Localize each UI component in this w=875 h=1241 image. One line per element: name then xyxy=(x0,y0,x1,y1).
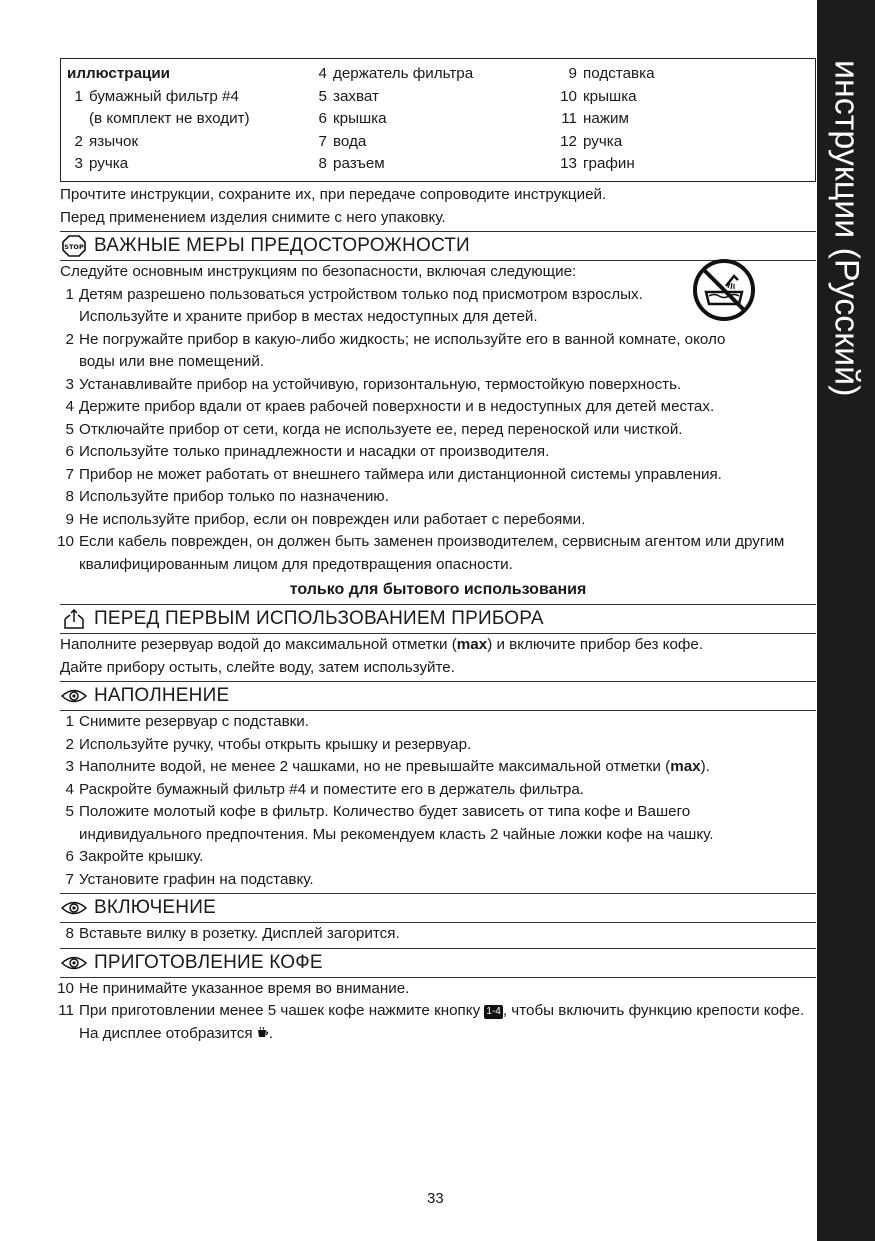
illustration-item: 2 язычок xyxy=(74,132,139,150)
section-title: НАПОЛНЕНИЕ xyxy=(94,685,230,706)
list-item: 3 Наполните водой, не менее 2 чашками, но не превышайте максимальной отметки (max). xyxy=(65,758,710,775)
illustration-item: 8 разъем xyxy=(318,155,385,172)
list-item: 2 Не погружайте прибор в какую-либо жидкость; не используйте его в ванной комнате, около воды или вне помещений. xyxy=(65,330,726,370)
before-first-use-text xyxy=(60,634,816,679)
list-item: 5 Отключайте прибор от сети, когда не используете ее, перед переноской или чисткой. xyxy=(65,420,683,438)
filling-heading xyxy=(60,681,816,711)
illustration-item: 3 ручка xyxy=(74,155,129,172)
brewing-heading xyxy=(60,948,816,978)
before-first-use-line: Дайте прибору остыть, слейте воду, затем используйте. xyxy=(60,658,455,676)
list-item: 6 Закройте крышку. xyxy=(65,848,204,865)
no-bath-warning-icon xyxy=(692,258,756,322)
illustration-item: 12 ручка xyxy=(560,132,623,150)
section-title: ПРИГОТОВЛЕНИЕ КОФЕ xyxy=(94,951,323,973)
strength-display-icon xyxy=(257,1025,269,1042)
before-first-use-heading xyxy=(60,604,816,634)
section-title: ВАЖНЫЕ МЕРЫ ПРЕДОСТОРОЖНОСТИ xyxy=(94,235,470,256)
eye-icon xyxy=(60,685,88,707)
list-item: 1 Детям разрешено пользоваться устройством только под присмотром взрослых. Используйте и храните прибор в местах недоступных для детей. xyxy=(65,285,643,325)
illustrations-col-1 xyxy=(67,63,250,176)
illustration-item: 13 графин xyxy=(560,155,635,172)
switch-on-list xyxy=(56,923,816,946)
list-item: 2 Используйте ручку, чтобы открыть крышку и резервуар. xyxy=(65,735,472,753)
list-item: 10 Не принимайте указанное время во внимание. xyxy=(57,979,410,997)
list-item: 3 Устанавливайте прибор на устойчивую, горизонтальную, термостойкую поверхность. xyxy=(65,375,682,393)
section-title: ВКЛЮЧЕНИЕ xyxy=(94,897,216,918)
illustration-item: 7 вода xyxy=(318,132,367,150)
filling-list xyxy=(56,711,816,891)
safety-lead-text: Следуйте основным инструкциям по безопасности, включая следующие: xyxy=(60,263,577,280)
eye-icon xyxy=(60,897,88,919)
illustration-item: 9 подставка xyxy=(568,65,655,82)
intro xyxy=(60,184,816,229)
illustration-item: 5 захват xyxy=(318,87,379,105)
list-item: 10 Если кабель поврежден, он должен быть заменен производителем, сервисным агентом или другим квалифицированным лицом для предотвращения опасности. xyxy=(57,533,785,573)
switch-on-heading xyxy=(60,893,816,923)
household-use-note: только для бытового использования xyxy=(289,581,587,598)
side-title: инструкции (Русский) xyxy=(827,60,866,397)
svg-text:STOP: STOP xyxy=(64,243,84,251)
illustrations-col-3 xyxy=(557,63,655,176)
intro-line: Перед применением изделия снимите с него упаковку. xyxy=(60,208,446,226)
illustration-item: 11 нажим xyxy=(561,110,629,127)
list-item: 11 При приготовлении менее 5 чашек кофе нажмите кнопку 1-4 , чтобы включить функцию крепости кофе. На дисплее отобразится . xyxy=(58,1002,805,1042)
illustration-item: 6 крышка xyxy=(318,110,387,127)
illustration-item: (в комплект не входит) xyxy=(89,110,250,127)
list-item: 5 Положите молотый кофе в фильтр. Количество будет зависеть от типа кофе и Вашего индивидуального предпочтения. Мы рекомендуем класть 2 чайные ложки кофе на чашку. xyxy=(65,803,714,843)
list-item: 1 Снимите резервуар с подставки. xyxy=(65,713,309,730)
illustrations-col-2 xyxy=(317,63,473,176)
list-item: 7 Установите графин на подставку. xyxy=(65,870,314,888)
list-item: 4 Раскройте бумажный фильтр #4 и поместите его в держатель фильтра. xyxy=(65,780,585,798)
illustrations-box xyxy=(60,58,816,182)
list-item: 8 Вставьте вилку в розетку. Дисплей загорится. xyxy=(65,925,400,942)
section-title: ПЕРЕД ПЕРВЫМ ИСПОЛЬЗОВАНИЕМ ПРИБОРА xyxy=(94,608,544,629)
brewing-list xyxy=(56,978,816,1046)
list-item: 8 Используйте прибор только по назначению. xyxy=(65,488,389,505)
eye-icon xyxy=(60,952,88,974)
page-number: 33 xyxy=(427,1190,444,1207)
stop-sign-icon xyxy=(60,235,88,257)
unpack-box-icon xyxy=(60,608,88,630)
before-first-use-line: Наполните резервуар водой до максимальной отметки (max) и включите прибор без кофе. xyxy=(60,636,704,653)
list-item: 7 Прибор не может работать от внешнего таймера или дистанционной системы управления. xyxy=(65,465,722,483)
illustration-item: 10 крышка xyxy=(560,87,637,105)
illustration-item: 1 бумажный фильтр #4 xyxy=(74,87,239,105)
intro-line: Прочтите инструкции, сохраните их, при передаче сопроводите инструкцией. xyxy=(60,186,607,203)
safety-heading xyxy=(60,231,816,261)
strength-button-icon: 1-4 xyxy=(486,1006,501,1017)
list-item: 4 Держите прибор вдали от краев рабочей поверхности и в недоступных для детей местах. xyxy=(65,398,715,415)
illustration-item: 4 держатель фильтра xyxy=(318,65,474,82)
safety-list xyxy=(56,284,816,577)
illustrations-heading: иллюстрации xyxy=(67,65,171,82)
list-item: 9 Не используйте прибор, если он поврежден или работает с перебоями. xyxy=(65,510,586,528)
page-content xyxy=(57,58,816,1045)
list-item: 6 Используйте только принадлежности и насадки от производителя. xyxy=(65,443,550,460)
